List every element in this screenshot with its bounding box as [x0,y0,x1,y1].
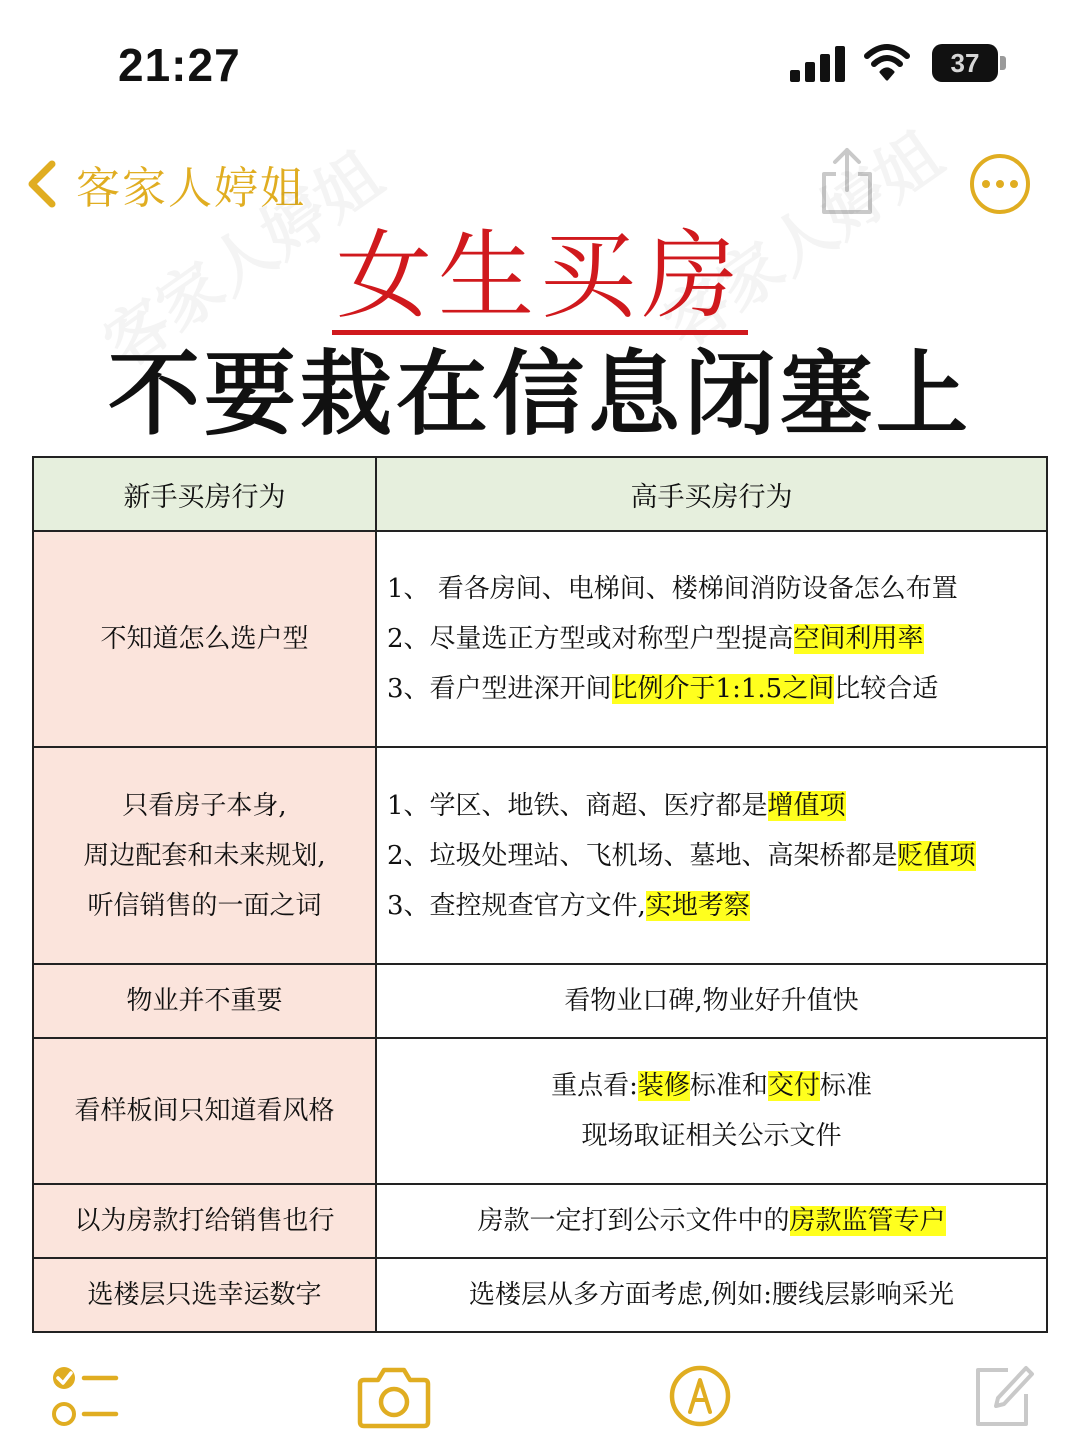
title-main-wrap [0,222,1080,335]
expert-behavior-line [377,1061,1046,1111]
expert-behavior-line [377,976,1046,1026]
table-row [33,1184,1047,1258]
text-segment: 1、学区、地铁、商超、医疗都是 [387,790,768,821]
page-subtitle: 不要栽在信息闭塞上 [107,340,972,448]
highlighted-text: 实地考察 [645,890,750,921]
table-row [33,531,1047,747]
status-time: 21:27 [118,39,241,91]
expert-behavior-cell [376,1038,1047,1184]
table-row [33,1038,1047,1184]
text-segment: 现场取证相关公示文件 [581,1121,842,1151]
expert-behavior-line [387,781,1046,831]
expert-behavior-cell [376,1258,1047,1332]
checklist-icon[interactable] [50,1360,122,1432]
expert-behavior-cell [376,964,1047,1038]
text-segment: 选楼层从多方面考虑,例如:腰线层影响采光 [468,1280,955,1310]
beginner-behavior-cell [33,964,376,1038]
header-expert: 高手买房行为 [376,457,1047,531]
battery-nub [1000,56,1006,70]
chevron-left-icon [24,160,58,208]
highlighted-text: 空间利用率 [793,624,924,654]
expert-behavior-line [377,1270,1046,1320]
beginner-behavior-text: 以为房款打给销售也行 [74,1206,335,1236]
text-segment: 2、垃圾处理站、飞机场、墓地、高架桥都是 [387,840,898,871]
text-segment: 重点看: [551,1071,638,1101]
text-segment: 看物业口碑,物业好升值快 [564,986,859,1016]
comparison-table [32,456,1048,1333]
text-segment: 标准 [819,1071,872,1101]
camera-icon[interactable] [356,1360,432,1432]
markup-pen-icon[interactable] [668,1360,732,1432]
battery-percentage: 37 [950,48,980,78]
battery-icon [932,44,998,82]
highlighted-text: 增值项 [767,790,846,821]
expert-behavior-cell [376,1184,1047,1258]
table-row [33,964,1047,1038]
expert-behavior-line [387,664,1046,714]
cellular-signal-icon [790,46,846,82]
beginner-behavior-text: 看样板间只知道看风格 [74,1096,335,1126]
back-label: 客家人婷姐 [76,163,306,214]
status-bar [0,0,1080,120]
expert-behavior-line [377,1196,1046,1246]
expert-behavior-cell [376,531,1047,747]
beginner-behavior-cell [33,1184,376,1258]
beginner-behavior-cell [33,1038,376,1184]
header-beginner: 新手买房行为 [33,457,376,531]
compose-icon[interactable] [970,1360,1036,1432]
text-segment: 3、看户型进深开间 [387,674,612,704]
wifi-icon [864,42,910,82]
beginner-behavior-cell [33,747,376,964]
highlighted-text: 房款监管专户 [789,1206,946,1236]
beginner-behavior-text: 周边配套和未来规划, [83,840,326,871]
table-row [33,1258,1047,1332]
text-segment: 标准和 [689,1071,768,1101]
beginner-behavior-text: 物业并不重要 [126,986,283,1016]
text-segment: 比较合适 [834,674,939,704]
more-options-icon[interactable] [970,154,1030,214]
expert-behavior-line [387,881,1046,931]
table-header-row [33,457,1047,531]
text-segment: 2、尽量选正方型或对称型户型提高 [387,624,794,654]
beginner-behavior-text: 只看房子本身, [122,790,287,821]
beginner-behavior-text: 选楼层只选幸运数字 [87,1280,322,1310]
expert-behavior-line [377,1111,1046,1161]
expert-behavior-line [387,831,1046,881]
share-icon[interactable] [818,146,876,216]
highlighted-text: 比例介于1:1.5之间 [611,674,835,704]
text-segment: 3、查控规查官方文件, [387,890,646,921]
beginner-behavior-text: 不知道怎么选户型 [100,624,309,654]
text-segment: 房款一定打到公示文件中的 [477,1206,790,1236]
beginner-behavior-text: 听信销售的一面之词 [87,890,322,921]
back-button[interactable] [24,152,306,216]
expert-behavior-line [387,614,1046,664]
highlighted-text: 交付 [767,1071,820,1101]
page-title: 女生买房 [332,222,748,335]
highlighted-text: 装修 [637,1071,690,1101]
beginner-behavior-cell [33,531,376,747]
text-segment: 1、 看各房间、电梯间、楼梯间消防设备怎么布置 [387,574,958,604]
expert-behavior-cell [376,747,1047,964]
expert-behavior-line [387,564,1046,614]
beginner-behavior-cell [33,1258,376,1332]
highlighted-text: 贬值项 [897,840,976,871]
table-row [33,747,1047,964]
